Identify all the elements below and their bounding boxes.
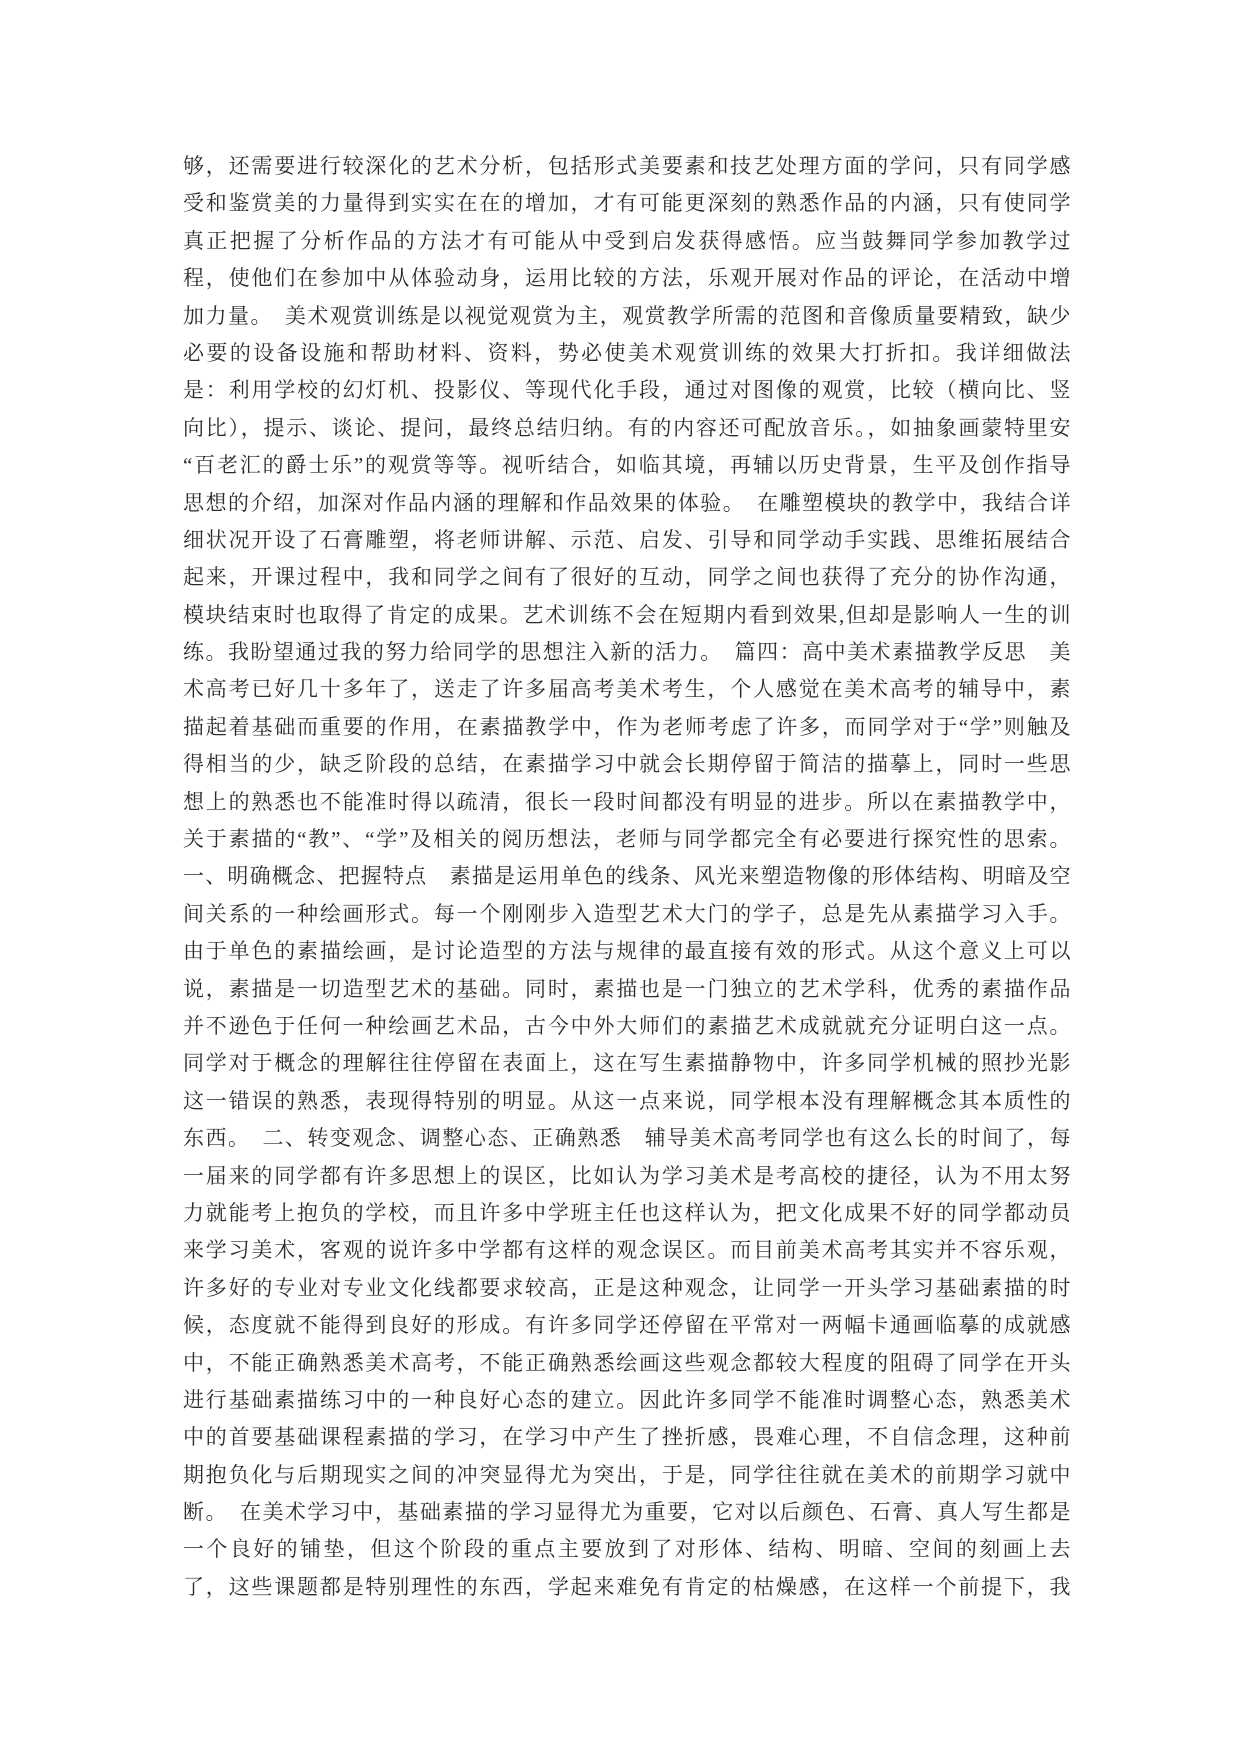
text-line: 了，这些课题都是特别理性的东西，学起来难免有肯定的枯燥感，在这样一个前提下，我 (183, 1574, 1071, 1599)
text-line: 间关系的一种绘画形式。每一个刚刚步入造型艺术大门的学子，总是先从素描学习入手。 (183, 901, 1071, 926)
text-line: 程，使他们在参加中从体验动身，运用比较的方法，乐观开展对作品的评论，在活动中增 (183, 266, 1071, 291)
text-line: 练。我盼望通过我的努力给同学的思想注入新的活力。 篇四：高中美术素描教学反思 美 (183, 640, 1071, 665)
text-line: 起来，开课过程中，我和同学之间有了很好的互动，同学之间也获得了充分的协作沟通， (183, 565, 1071, 590)
text-line: 是：利用学校的幻灯机、投影仪、等现代化手段，通过对图像的观赏，比较（横向比、竖 (183, 378, 1071, 403)
text-line: 思想的介绍，加深对作品内涵的理解和作品效果的体验。 在雕塑模块的教学中，我结合详 (183, 490, 1071, 515)
text-line: 想上的熟悉也不能准时得以疏清，很长一段时间都没有明显的进步。所以在素描教学中， (183, 789, 1071, 814)
text-line: 真正把握了分析作品的方法才有可能从中受到启发获得感悟。应当鼓舞同学参加教学过 (183, 228, 1071, 253)
text-line: 描起着基础而重要的作用，在素描教学中，作为老师考虑了许多，而同学对于“学”则触及 (183, 714, 1071, 739)
text-line: 许多好的专业对专业文化线都要求较高，正是这种观念，让同学一开头学习基础素描的时 (183, 1275, 1071, 1300)
text-line: “百老汇的爵士乐”的观赏等等。视听结合，如临其境，再辅以历史背景，生平及创作指导 (183, 453, 1071, 478)
text-line: 力就能考上抱负的学校，而且许多中学班主任也这样认为，把文化成果不好的同学都动员 (183, 1200, 1071, 1225)
text-line: 断。 在美术学习中，基础素描的学习显得尤为重要，它对以后颜色、石膏、真人写生都是 (183, 1500, 1071, 1525)
text-line: 术高考已好几十多年了，送走了许多届高考美术考生，个人感觉在美术高考的辅导中，素 (183, 677, 1071, 702)
text-line: 这一错误的熟悉，表现得特别的明显。从这一点来说，同学根本没有理解概念其本质性的 (183, 1088, 1071, 1113)
text-line: 加力量。 美术观赏训练是以视觉观赏为主，观赏教学所需的范图和音像质量要精致，缺少 (183, 303, 1071, 328)
document-text-block (183, 148, 1071, 1606)
text-line: 一个良好的铺垫，但这个阶段的重点主要放到了对形体、结构、明暗、空间的刻画上去 (183, 1537, 1071, 1562)
text-line: 够，还需要进行较深化的艺术分析，包括形式美要素和技艺处理方面的学问，只有同学感 (183, 154, 1071, 178)
text-line: 来学习美术，客观的说许多中学都有这样的观念误区。而目前美术高考其实并不容乐观， (183, 1238, 1071, 1263)
text-line: 并不逊色于任何一种绘画艺术品，古今中外大师们的素描艺术成就就充分证明白这一点。 (183, 1013, 1071, 1038)
text-line: 一、明确概念、把握特点 素描是运用单色的线条、风光来塑造物像的形体结构、明暗及空 (183, 864, 1071, 889)
text-line: 候，态度就不能得到良好的形成。有许多同学还停留在平常对一两幅卡通画临摹的成就感 (183, 1313, 1071, 1338)
text-line: 受和鉴赏美的力量得到实实在在的增加，才有可能更深刻的熟悉作品的内涵，只有使同学 (183, 191, 1071, 216)
text-line: 中的首要基础课程素描的学习，在学习中产生了挫折感，畏难心理，不自信念理，这种前 (183, 1425, 1071, 1450)
text-line: 中，不能正确熟悉美术高考，不能正确熟悉绘画这些观念都较大程度的阻碍了同学在开头 (183, 1350, 1071, 1375)
text-line: 由于单色的素描绘画，是讨论造型的方法与规律的最直接有效的形式。从这个意义上可以 (183, 939, 1071, 964)
text-line: 说，素描是一切造型艺术的基础。同时，素描也是一门独立的艺术学科，优秀的素描作品 (183, 976, 1071, 1001)
text-line: 向比），提示、谈论、提问，最终总结归纳。有的内容还可配放音乐。，如抽象画蒙特里安 (183, 415, 1071, 440)
text-line: 必要的设备设施和帮助材料、资料，势必使美术观赏训练的效果大打折扣。我详细做法 (183, 340, 1071, 365)
text-line: 期抱负化与后期现实之间的冲突显得尤为突出，于是，同学往往就在美术的前期学习就中 (183, 1462, 1071, 1487)
text-line: 得相当的少，缺乏阶段的总结，在素描学习中就会长期停留于简洁的描摹上，同时一些思 (183, 752, 1071, 777)
text-line: 模块结束时也取得了肯定的成果。艺术训练不会在短期内看到效果,但却是影响人一生的训 (183, 602, 1071, 627)
text-line: 关于素描的“教”、“学”及相关的阅历想法，老师与同学都完全有必要进行探究性的思索。 (183, 827, 1071, 852)
text-line: 同学对于概念的理解往往停留在表面上，这在写生素描静物中，许多同学机械的照抄光影 (183, 1051, 1071, 1076)
text-line: 细状况开设了石膏雕塑，将老师讲解、示范、启发、引导和同学动手实践、思维拓展结合 (183, 527, 1071, 552)
text-line: 一届来的同学都有许多思想上的误区，比如认为学习美术是考高校的捷径，认为不用太努 (183, 1163, 1071, 1188)
text-line: 进行基础素描练习中的一种良好心态的建立。因此许多同学不能准时调整心态，熟悉美术 (183, 1387, 1071, 1412)
text-line: 东西。 二、转变观念、调整心态、正确熟悉 辅导美术高考同学也有这么长的时间了，每 (183, 1126, 1071, 1151)
